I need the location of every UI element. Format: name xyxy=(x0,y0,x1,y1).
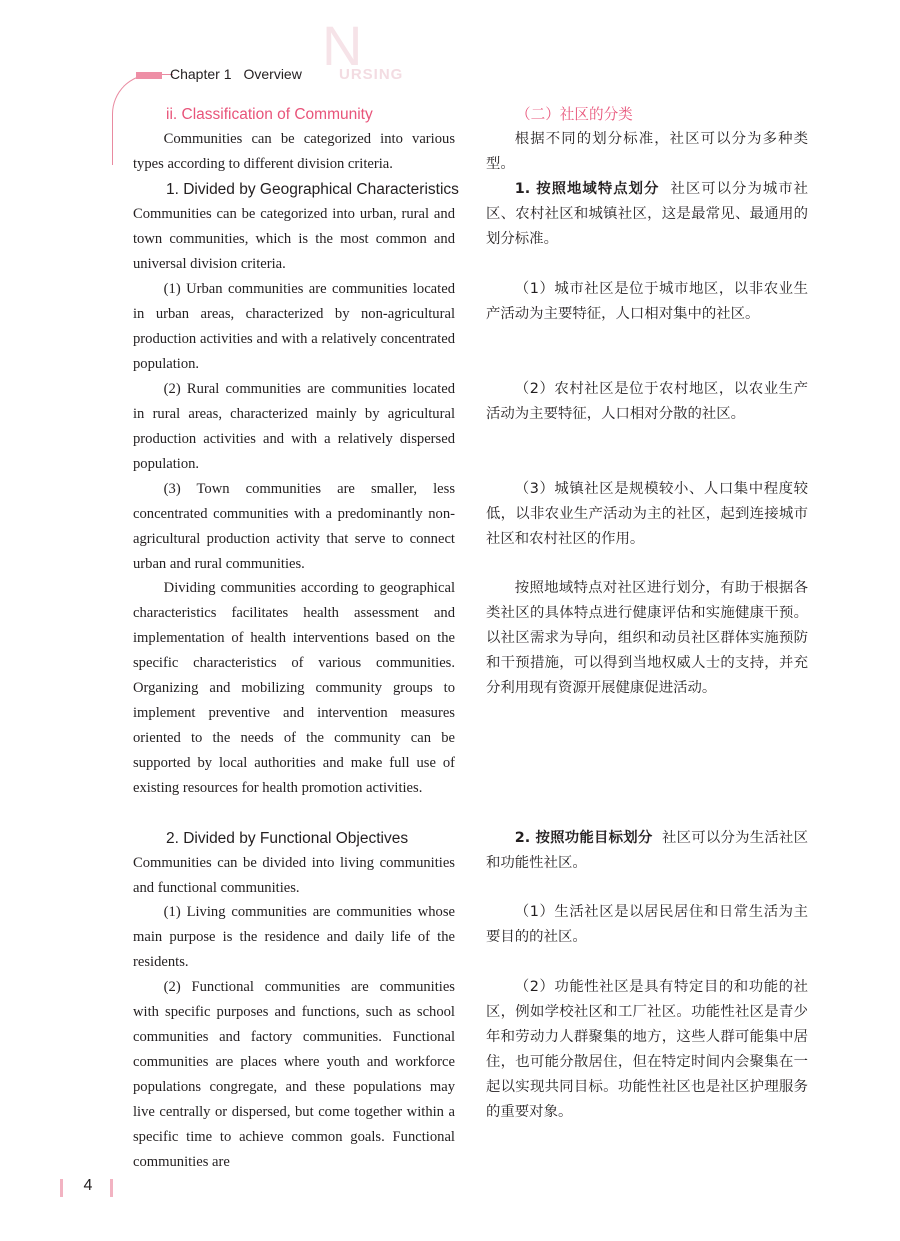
functional-intro-zh: 社区可以分为生活社区和功能性社区。 xyxy=(486,830,808,871)
urban-paragraph-zh: （1）城市社区是位于城市地区，以非农业生产活动为主要特征，人口相对集中的社区。 xyxy=(486,281,808,322)
watermark-letter: N xyxy=(322,14,363,77)
page-number-bar-left xyxy=(60,1179,63,1197)
subheading-functional-en: 2. Divided by Functional Objectives xyxy=(166,830,409,847)
geographical-paragraph-zh xyxy=(486,177,808,252)
geographical-intro-en: Communities can be categorized into urban, rural and town communities, which is the most common and universal division criteria. xyxy=(133,206,455,272)
dividing-paragraph-zh: 按照地域特点对社区进行划分，有助于根据各类社区的具体特点进行健康评估和实施健康干预。以社区需求为导向，组织和动员社区群体实施预防和干预措施，可以得到当地权威人士的支持，并充分利用现有资源开展健康促进活动。 xyxy=(486,580,808,696)
functional-paragraph-zh: （2）功能性社区是具有特定目的和功能的社区，例如学校社区和工厂社区。功能性社区是青少年和劳动力人群聚集的地方，这些人群可能集中居住，也可能分散居住，但在特定时间内会聚集在一起以实现共同目标。功能性社区也是社区护理服务的重要对象。 xyxy=(486,979,808,1120)
chapter-accent-bar xyxy=(136,72,162,79)
page-number-footer xyxy=(60,1177,120,1199)
town-paragraph-en: (3) Town communities are smaller, less concentrated communities with a predominantly non-agricultural production activity that serve to connect urban and rural communities. xyxy=(133,481,455,572)
chapter-title: Overview xyxy=(243,66,302,82)
page-number: 4 xyxy=(83,1177,93,1194)
chapter-number: Chapter 1 xyxy=(170,66,232,82)
functional-intro-en: Communities can be divided into living communities and functional communities. xyxy=(133,855,455,896)
intro-zh: 根据不同的划分标准，社区可以分为多种类型。 xyxy=(486,131,808,172)
section-title-en: ii. Classification of Community xyxy=(166,106,373,123)
urban-paragraph-en: (1) Urban communities are communities located in urban areas, characterized by non-agricultural production activities and with a relatively concentrated population. xyxy=(133,281,455,372)
subheading-functional-zh: 2. 按照功能目标划分 xyxy=(514,830,653,846)
rural-paragraph-en: (2) Rural communities are communities located in rural areas, characterized mainly by agricultural production activities and with a relatively dispersed population. xyxy=(133,381,455,472)
subheading-geographical-zh: 1. 按照地域特点划分 xyxy=(514,181,660,197)
functional-paragraph-head-zh xyxy=(486,826,808,876)
rural-paragraph-zh: （2）农村社区是位于农村地区，以农业生产活动为主要特征，人口相对分散的社区。 xyxy=(486,381,808,422)
subheading-geographical-en: 1. Divided by Geographical Characteristics xyxy=(166,181,459,198)
intro-en: Communities can be categorized into various types according to different division criteria. xyxy=(133,131,455,172)
page-number-bar-right xyxy=(110,1179,113,1197)
dividing-paragraph-en: Dividing communities according to geographical characteristics facilitates health assessment and implementation of health interventions based on the specific characteristics of various communities. Organizing and mobilizing community groups to implement preventive and intervention measures oriented to the needs of the community can be supported by local authorities and make full use of existing resources for health promotion activities. xyxy=(133,580,455,796)
functional-paragraph-en: (2) Functional communities are communities with specific purposes and functions, such as school communities and factory communities. Functional communities are places where youth and workforce populations congregate, and these populations may live centrally or dispersed, but come together within a specific time to achieve common goals. Functional communities are xyxy=(133,979,455,1170)
section-title-zh: （二）社区的分类 xyxy=(516,106,633,123)
running-header xyxy=(170,66,302,82)
living-paragraph-zh: （1）生活社区是以居民居住和日常生活为主要目的的社区。 xyxy=(486,904,808,945)
town-paragraph-zh: （3）城镇社区是规模较小、人口集中程度较低，以非农业生产活动为主的社区，起到连接城市社区和农村社区的作用。 xyxy=(486,481,808,547)
watermark-text: URSING xyxy=(339,66,404,83)
living-paragraph-en: (1) Living communities are communities whose main purpose is the residence and daily life of the residents. xyxy=(133,904,455,970)
geographical-intro-zh: 社区可以分为城市社区、农村社区和城镇社区，这是最常见、最通用的划分标准。 xyxy=(486,181,808,247)
